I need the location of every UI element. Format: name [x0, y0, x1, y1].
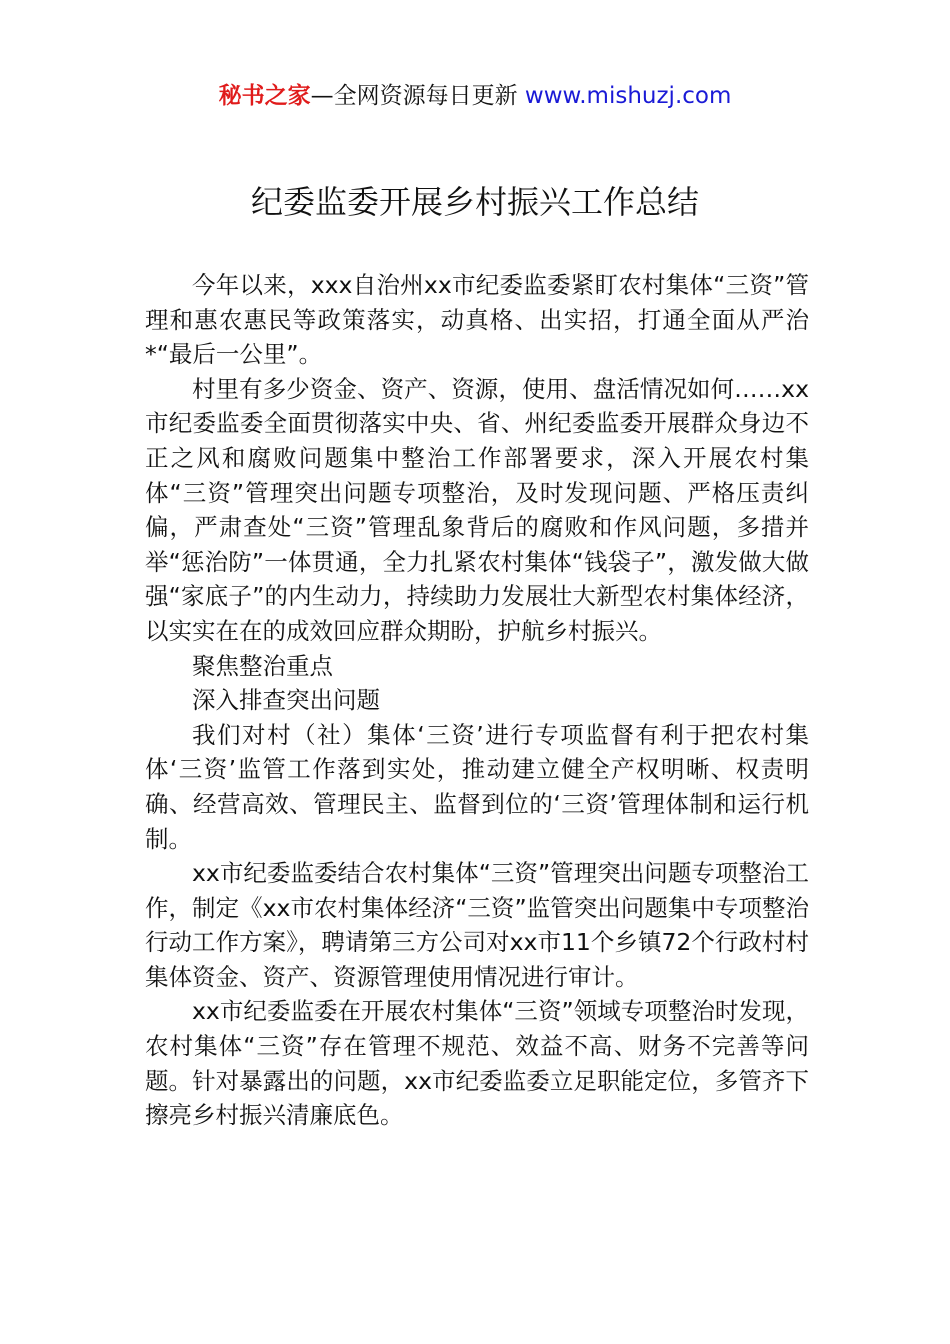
site-slogan: —全网资源每日更新 [310, 83, 518, 109]
site-url-link[interactable]: www.mishuzj.com [524, 83, 732, 109]
subsection-heading-investigate: 深入排查突出问题 [192, 686, 380, 715]
site-name: 秘书之家 [218, 83, 311, 109]
paragraph-supervision: 我们对村（社）集体‘三资’进行专项监督有利于把农村集体‘三资’监管工作落到实处，推动建立健全产权明晰、权责明确、经营高效、管理民主、监督到位的‘三资’管理体制和运行机制。 [145, 720, 809, 853]
paragraph-overview: 村里有多少资金、资产、资源，使用、盘活情况如何……xx市纪委监委全面贯彻落实中央、省、州纪委监委开展群众身边不正之风和腐败问题集中整治工作部署要求，深入开展农村集体“三资”管理突出问题专项整治，及时发现问题、严格压责纠偏，严肃查处“三资”管理乱象背后的腐败和作风问题，多措并举“惩治防”一体贯通，全力扎紧农村集体“钱袋子”，激发做大做强“家底子”的内生动力，持续助力发展壮大新型农村集体经济，以实实在在的成效回应群众期盼，护航乡村振兴。 [145, 374, 809, 645]
paragraph-intro: 今年以来，xxx自治州xx市纪委监委紧盯农村集体“三资”管理和惠农惠民等政策落实，动真格、出实招，打通全面从严治*“最后一公里”。 [145, 271, 809, 369]
paragraph-audit: xx市纪委监委结合农村集体“三资”管理突出问题专项整治工作，制定《xx市农村集体经济“三资”监管突出问题集中专项整治行动工作方案》，聘请第三方公司对xx市11个乡镇72个行政村村集体资金、资产、资源管理使用情况进行审计。 [145, 859, 809, 991]
paragraph-findings: xx市纪委监委在开展农村集体“三资”领域专项整治时发现，农村集体“三资”存在管理不规范、效益不高、财务不完善等问题。针对暴露出的问题，xx市纪委监委立足职能定位，多管齐下擦亮乡村振兴清廉底色。 [145, 997, 809, 1130]
document-title: 纪委监委开展乡村振兴工作总结 [250, 183, 699, 221]
section-heading-focus: 聚焦整治重点 [192, 651, 333, 680]
document-body [145, 268, 809, 1133]
site-header [0, 80, 950, 112]
